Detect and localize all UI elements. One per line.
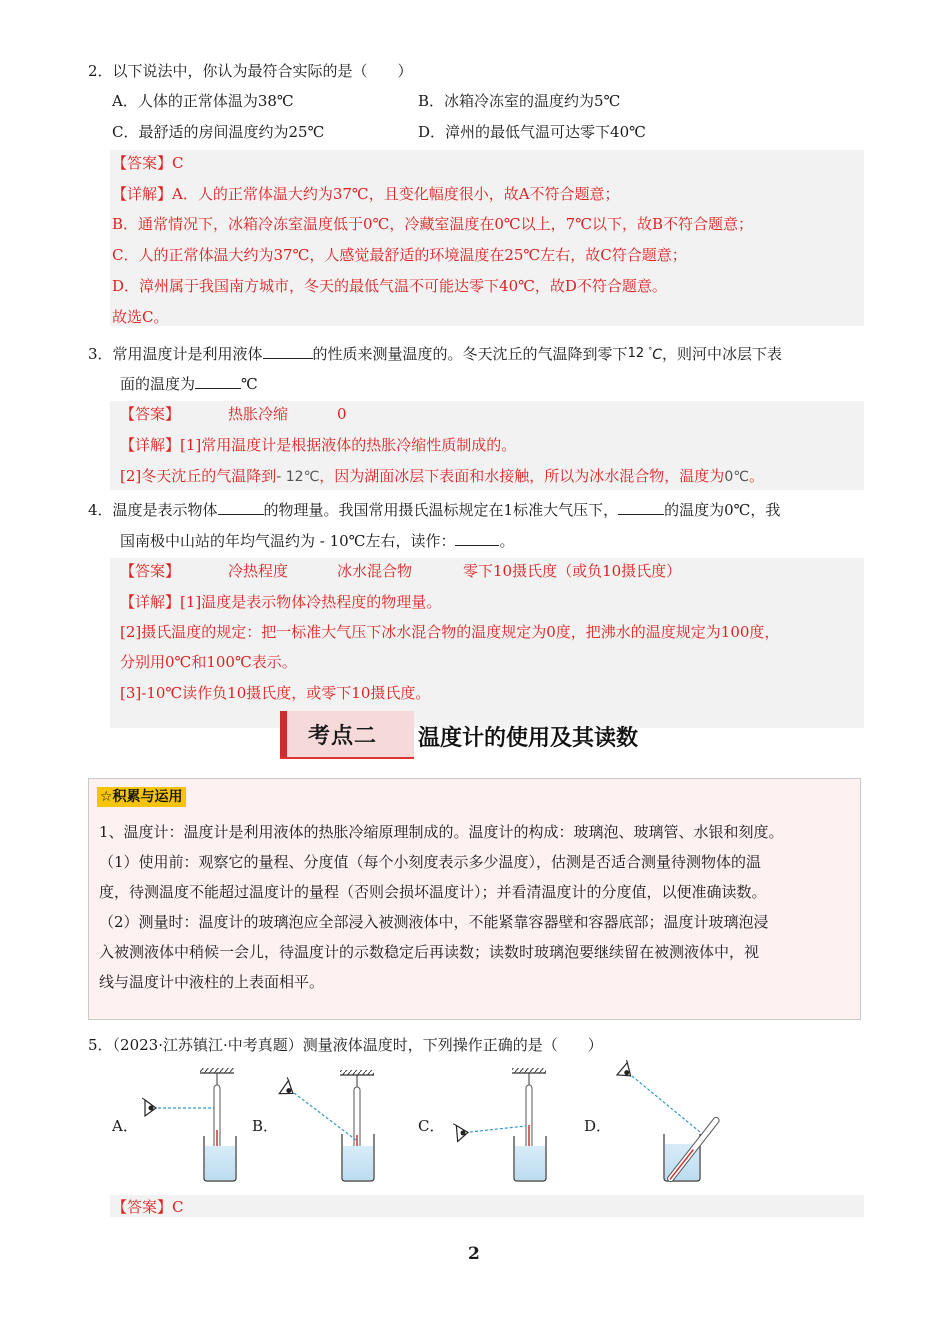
q3-temp-unit: C — [652, 347, 663, 363]
q3-detail-2-a: [2]冬天沈丘的气温降到 — [120, 467, 277, 485]
q3-line2-a: 面的温度为 — [120, 375, 196, 393]
q5-label-b: B． — [252, 1117, 279, 1135]
knowledge-line-5: 入被测液体中稍候一会儿，待温度计的示数稳定后再读数；读数时玻璃泡要继续留在被测液体中，视 — [99, 943, 760, 961]
q4-detail-4: [3]-10℃读作负10摄氏度，或零下10摄氏度。 — [120, 684, 431, 702]
q3-answer-2: 0 — [337, 405, 347, 423]
eye-icon-d — [615, 1060, 637, 1082]
q4-answer-3: 零下10摄氏度（或负10摄氏度） — [463, 562, 682, 580]
knowledge-line-3: 度，待测温度不能超过温度计的量程（否则会损坏温度计）；并看清温度计的分度值，以便准确读数。 — [99, 883, 767, 901]
knowledge-line-2: （1）使用前：观察它的量程、分度值（每个小刻度表示多少温度），估测是否适合测量待测物体的温 — [99, 853, 762, 871]
support-b — [340, 1070, 374, 1075]
q4-stem-c: 的温度为0℃，我 — [664, 501, 781, 519]
q3-line2-b: ℃ — [241, 375, 258, 393]
q2-detail-4: D．漳州属于我国南方城市，冬天的最低气温不可能达零下40℃，故D不符合题意。 — [112, 277, 667, 295]
q2-option-c: C．最舒适的房间温度约为25℃ — [112, 123, 325, 141]
q3-answer-1: 热胀冷缩 — [228, 405, 289, 423]
q3-detail-2-temp2: 0℃ — [724, 469, 749, 485]
q2-detail-1: 【详解】A．人的正常体温大约为37℃，且变化幅度很小，故A不符合题意； — [112, 185, 620, 203]
q4-stem-line1 — [88, 499, 780, 520]
q2-answer-box — [110, 150, 864, 326]
q5-answer: 【答案】C — [112, 1198, 184, 1216]
q5-figures — [0, 1060, 950, 1190]
q4-blank-3 — [455, 530, 499, 546]
knowledge-tag: ☆积累与运用 — [97, 787, 186, 807]
q3-detail-2-c: 。 — [748, 467, 764, 485]
q2-option-a: A．人体的正常体温为38℃ — [112, 92, 294, 110]
figure-a — [142, 1068, 236, 1181]
q3-detail-1: 【详解】[1]常用温度计是根据液体的热胀冷缩性质制成的。 — [120, 436, 517, 454]
q2-detail-5: 故选C。 — [112, 308, 169, 326]
q5-label-c: C． — [418, 1117, 445, 1135]
q4-detail-3: 分别用0℃和100℃表示。 — [120, 653, 297, 671]
knowledge-line-1: 1、温度计：温度计是利用液体的热胀冷缩原理制成的。温度计的构成：玻璃泡、玻璃管、水银和刻度。 — [99, 823, 784, 841]
page-number: 2 — [468, 1244, 480, 1264]
q4-line2-a: 国南极中山站的年均气温约为 - 10℃左右，读作： — [120, 532, 456, 550]
q2-detail-2: B．通常情况下，冰箱冷冻室温度低于0℃，冷藏室温度在0℃以上，7℃以下，故B不符合题意； — [112, 215, 754, 233]
q3-stem-a: 3．常用温度计是利用液体 — [88, 345, 263, 363]
q3-stem-line2 — [120, 373, 258, 394]
q3-detail-2-temp: - 12℃ — [276, 469, 320, 485]
q3-stem-c: ，则河中冰层下表 — [662, 345, 783, 363]
q5-stem: 5．（2023·江苏镇江·中考真题）测量液体温度时，下列操作正确的是（ ） — [88, 1036, 603, 1054]
support-c — [512, 1068, 546, 1073]
q4-stem-line2 — [120, 530, 515, 551]
q3-detail-2 — [120, 466, 764, 487]
q3-stem-line1: 3．常用温度计是利用液体 的性质来测量温度的。冬天沈丘的气温降到零下12 °C，则河中冰层下表 — [88, 345, 783, 363]
q4-answer-label: 【答案】 — [120, 562, 181, 580]
section-title: 温度计的使用及其读数 — [418, 726, 639, 751]
figure-d — [615, 1060, 721, 1183]
q4-line2-b: 。 — [499, 532, 515, 550]
figure-b — [277, 1070, 374, 1181]
q3-blank-2 — [195, 373, 241, 389]
q4-stem-a: 4．温度是表示物体 — [88, 501, 218, 519]
q5-answer-box — [110, 1195, 864, 1217]
q2-option-d: D．漳州的最低气温可达零下40℃ — [418, 123, 646, 141]
q2-stem: 2．以下说法中，你认为最符合实际的是（ ） — [88, 62, 413, 80]
q3-detail-2-b: ，因为湖面冰层下表面和水接触，所以为冰水混合物，温度为 — [319, 467, 725, 485]
knowledge-line-6: 线与温度计中液柱的上表面相平。 — [99, 973, 325, 991]
q3-blank-1 — [263, 343, 313, 359]
q3-answer-label: 【答案】 — [120, 405, 181, 423]
q4-answer-1: 冷热程度 — [228, 562, 289, 580]
knowledge-line-4: （2）测量时：温度计的玻璃泡应全部浸入被测液体中，不能紧靠容器壁和容器底部；温度计玻璃泡浸 — [99, 913, 769, 931]
q3-temp-value: 12 — [627, 346, 649, 361]
q3-stem-b: 的性质来测量温度的。冬天沈丘的气温降到零下 — [312, 345, 628, 363]
eye-icon-a — [142, 1098, 156, 1116]
q5-label-a: A． — [112, 1117, 138, 1135]
q5-label-d: D． — [584, 1117, 612, 1135]
q4-blank-2 — [618, 499, 664, 515]
support-a — [200, 1068, 234, 1073]
q2-detail-3: C．人的正常体温大约为37℃，人感觉最舒适的环境温度在25℃左右，故C符合题意； — [112, 246, 687, 264]
q4-stem-b: 的物理量。我国常用摄氏温标规定在1标准大气压下， — [263, 501, 619, 519]
eye-icon-b — [277, 1077, 299, 1100]
section-tag — [280, 711, 414, 759]
eye-icon-c — [453, 1123, 469, 1142]
q4-detail-2: [2]摄氏温度的规定：把一标准大气压下冰水混合物的温度规定为0度，把沸水的温度规定为100度， — [120, 623, 780, 641]
knowledge-box — [88, 778, 861, 1020]
q2-answer: 【答案】C — [112, 154, 184, 172]
figure-c — [453, 1068, 546, 1181]
section-tag-text: 考点二 — [308, 724, 378, 749]
q4-detail-1: 【详解】[1]温度是表示物体冷热程度的物理量。 — [120, 593, 442, 611]
q4-blank-1 — [218, 499, 264, 515]
q2-option-b: B．冰箱冷冻室的温度约为5℃ — [418, 92, 621, 110]
q4-answer-2: 冰水混合物 — [337, 562, 413, 580]
